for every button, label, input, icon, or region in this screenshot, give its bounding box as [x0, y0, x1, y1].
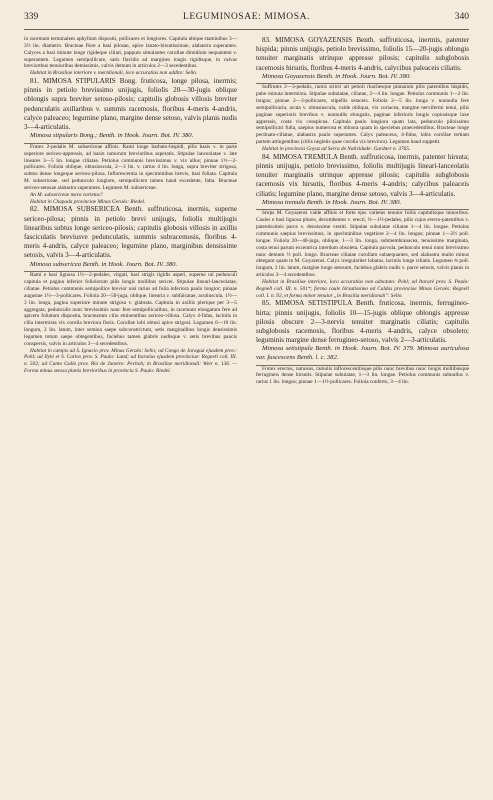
two-column-body	[24, 36, 469, 386]
entry-83-description: Suffrutex 2—3-pedalis, ramis stricti uti petioli rhachesque pinnarum pilis patentibus hispidis, pube minuta intermixta. Stipulae subulatae, ciliatae, 2—4 lin. longae. Petiolus communis 1—2 lin. longus; pinnae 2—3-pollicares, stipellis setaceis. Foliola 2—5 lin. longa v. nonnulla fere semipollicaria, acuta v. obtusiuscula, valde obliqua, vix coriacea, margine nervifermi tenui, pilis paginae superioris brevibus v. nonnullis elongatis, paginae inferioris longis copiosisque laxe appressis, costa vix conspicua. Capitula paulo longiora quam lata, pedunculo piloissimo semipollicari fulta, saepius numerosa et minora quam in speciebus praecedentibus. Bracteae longe pectinato-ciliatae, alabastra paulo superantes. Calyx paleaceus, 4-fidus, lobis corollae tertiam partem attingentibus (ciliis negletis quae corolla vix breviora). Legumen haud suppetit.	[256, 84, 469, 146]
intro-habitat: Habitat in Brasiliae interiore v. meridionali, loco accuratius non addito: Sello.	[30, 70, 198, 77]
entry-81-synonym: Mimosa stipularis Bong.; Benth. in Hook. Journ. Bot. IV. 380.	[24, 132, 237, 144]
entry-82-heading: 82. MIMOSA SUBSERICEA Benth. suffruticosa, inermis, superne sericeo-pilosa; pinnis in petiolo brevi unijugis, foliolis multijugis linearibus subtus longe sericeo-pilosis; capitulis globosis villosis in axillis fasciculatis breviusve pedunculatis, summis subracemosis, floribus 4-meris 4-andris, calyce paleaceo; legumine plano, marginibus densissime setosis, valvis 3—4-articulatis.	[24, 205, 237, 260]
running-header	[24, 12, 469, 26]
entry-81-heading: 81. MIMOSA STIPULARIS Bong. fruticosa, longe pilosa, inermis; pinnis in petiolo brevissimo unijugis, foliolis 20—30-jugis oblique oblongis supra breviter setoso-pilosis; capitulis globosis villosis breviter pedunculatis axillaribus v. summis racemosis, floribus 4-meris 4-andris, calyce paleaceo; legumine plano, margine dense setoso, valvis planis nudis 3—4-articulatis.	[24, 77, 237, 132]
entry-83-synonym: Mimosa Goyazensis Benth. in Hook. Journ. Bot. IV. 380.	[256, 73, 469, 85]
entry-82-habitat: Habitat in campis ad S. Ignacio prov. Minas Geraës: Sello; ad Congo de Jaraguá ejusdem prov.: Pohl; ad Ilytó et S. Carlos prov. S. Paulo: Lund; ad Itaraéus ejusdem provinciae: Regnell coll. III. n. 502; ad Canto Gallo prov. Rio de Janeiro: Pechoh; in Brasiliae meridionali: Weir n. 136. — Forma minus setosa planis brevioribus in provincia S. Paulo: Riedel.	[24, 347, 237, 375]
left-column	[24, 36, 237, 386]
right-page-number: 340	[454, 12, 469, 22]
entry-81-description: Frutex 2-pedalis M. subsericeae affinis. Rami longe barbato-hispidi, pilis basis v. in parte superiore sericeo-appressis, ad basin ramorum brevioribus asperatis. Stipulae lanceolatae v. late lineares 3—5 lin. longae ciliatae. Petiolus communis brevissimus v. vix ullus; pinnae 1½—2-pollicares. Foliola oblique, obtusiuscula, 2—3 lin. v. rarius 4 lin. longa, supra breviter strigosa, subtus dense longeque sericeo-pilosa. Inflorescentia in speciminibus brevis, basi foliata. Capitula M. subsericeae, sed pedunculo longiore, semipollicem tamen haud excedente, falta. Bracteae sericeo-setosae alabastra superantes. Legumen M. subsericeae.	[24, 143, 237, 191]
right-column	[256, 36, 469, 386]
entry-85-description: Frutex erectus, ramosus, ramulis inflorescentiisque pilis nunc brevibus nunc longis mollibusque ferrugineis dense hirsutis. Stipulae subulatae, 1—3 lin. longae. Petiolus communis subnullus v. rarius 1 lin. longus; pinnae 1—1½-pollicares. Foliola confertu, 3—4 lin.	[256, 365, 469, 386]
running-title: LEGUMINOSAE: MIMOSA.	[182, 12, 311, 22]
entry-85-heading: 85. MIMOSA SETISTIPULA Benth. fruticosa, inermis, ferrugineo-hirta; pinnis unijugis, foliolis 10—15-jugis oblique oblongis appresse pilosis obscure 2—3-nervis tenuiter marginatis ciliatis; capitulis subglobosis racemosis, floribus 4-meris 4-andris, calyce obsoleto; leguminis margine dense ferrugineo-setoso, valvis 2—3-articulatis.	[256, 299, 469, 345]
entry-82-description: Rami e basi lignosa 1½—2-pedales, virgati, basi strigis rigidis asperi, superne uti pedunculi capitula et pagina inferior foliolorum pilis longis mollibus sericei. Stipulae lineari-lanceolatae, ciliatae. Petiolus communis semipollice brevior nisi rarius ad folia inferiora paulo longior; pinnae augustae 1½—3-pollicares. Foliola 20—50-juga, oblique, linearia v. subfalcatae, acutiuscula, 1½—3 lin. longa, pagina superiore minute strigosa v. glabrata. Capitula in axillis plerique per 3—5 aggregata, pedunculis nunc brevissimis nunc fere semipollicaribus, in racemum elongatum fere ad apicem foliatum disposita, bractearum cilio eminentibus sericeo-villosa. Calyx 4-fidus, laciniis in cilia intermixta vix corolla breviora fissis. Corollae lobi obtusi apice strigosi. Legumen 6—10 lin. longum, 2 lin. latum, inter semina saepe subconstrictum, setis marginalibus longis densissimis legumen totum saepe obtegentibus, faciebus tamen glabris nudisque v. setis brevibus paucis conspersis, valvis in articulos 3—4 secedentibus.	[24, 272, 237, 347]
entry-85-synonym: Mimosa setistipula Benth. in Hook. Journ. Bot. IV. 379. Mimosa auriculosa var. fuscescens Benth. l. c. 382.	[256, 345, 469, 365]
entry-84-synonym: Mimosa tremula Benth. in Hook. Journ. Bot. IV. 380.	[256, 199, 469, 211]
left-page-number: 339	[24, 12, 39, 22]
header-rule	[24, 29, 469, 30]
entry-84-heading: 84. MIMOSA TREMULA Benth. suffruticosa, inermis, patenter hirsuta; pinnis unijugis, petiolo brevissimo, foliolis multijugis lineari-lanceolatis tenuiter marginatis utrinque appresse pilosis; capitulis subglobosis racemosis vix hirsutis, floribus 4-meris 4-andris; calycibus paleaceis ciliatis; legumine plano, margine dense setoso, valvis 3—4-articulatis.	[256, 152, 469, 198]
intro-description: in racemum terminalem aphyllum dispositi, pollicares et longiores. Capitula ubique staminibus 3—3½ lin. diametro. Bracteae flore a basi pilosae, apice lanato-hirsutissimae, alabastra superantes. Calyces a basi minute longe rigideque ciliati, pappum simulantes corollae dimidium nequantem v. superantem. Legumen semipollicare, satis flavidis ad margines longis rigidisque, in valvas breviorthus tenuioribus demissimis, valvis demum in articulos 2—3 secedentibus.	[24, 36, 237, 70]
entry-82-synonym: Mimosa subsericea Benth. in Hook. Journ. Bot. IV. 380.	[24, 261, 237, 273]
entry-81-habitat: Habitat in Chapada provinciae Minas Geraës: Riedel.	[30, 198, 146, 205]
entry-83-heading: 83. MIMOSA GOYAZENSIS Benth. suffruticosa, inermis, patenter hispida; pinnis unijugis, petiolo brevissimo, foliolis 15—20-jugis oblongis tenuiter marginatis utrinque appresse pilosis; capitulis subglobosis racemosis hirsutis, floribus 4-meris 4-andris, calycibus paleaceis ciliatis.	[256, 36, 469, 72]
entry-83-habitat: Habitat in provincia Goyaz ad Serra de Natividade: Gardner n. 3765.	[262, 146, 411, 152]
entry-84-description: Stirps M. Goyazensi valde affinis et forte ejus varietas tenuior foliis capitulisque minoribus. Caules e basi lignosa plures, decumbentes v. erecti, ½—1½-pedales, pilis cujus erecto-patentibus v. patentissimis parce v. densissime vestiti. Stipulae subulatae ciliatae 1—4 lin. longae. Petiolus communis saepius brevissimus, in speciminibus vegetiore 2—4 lin. longus; pinnae 1—2½ poll. longae. Foliola 20—40-juga, oblique, 1—3 lin. longa, submembranacea, tenuissime marginata, costa tenui parum excentrica interdum obsoleta. Capitula parvula, pedunculo tenui nunc brevissimo nunc demum ½ poll. longo. Bracteae ciliatae corollam subaequantes, sed alabastra multo minus obtegunt quam in M. Goyazensi. Calyx irregulariter lobatus, laciniis longe ciliatis. Legumen ¾ poll. longum, 2 lin. latum, margine longe setosum, faciebus glabris nudis v. parce setosis, valvis planis in articulos 3—4 secedentibus.	[256, 210, 469, 279]
entry-84-habitat: Habitat in Brasiliae interiore, loco accuratius non adnotato: Pohl; ad Itararé prov. S. Paulo: Regnell coll. III. n. 501*; forma caule hirsutissimo ad Caldas provinciae Minas Geraës: Regnell coll. I. n. 92, et forma minor tenuior „in Brasilia meridionali": Sello.	[256, 278, 469, 299]
entry-81-note: An M. subsericeae mera varietas?	[30, 191, 103, 198]
